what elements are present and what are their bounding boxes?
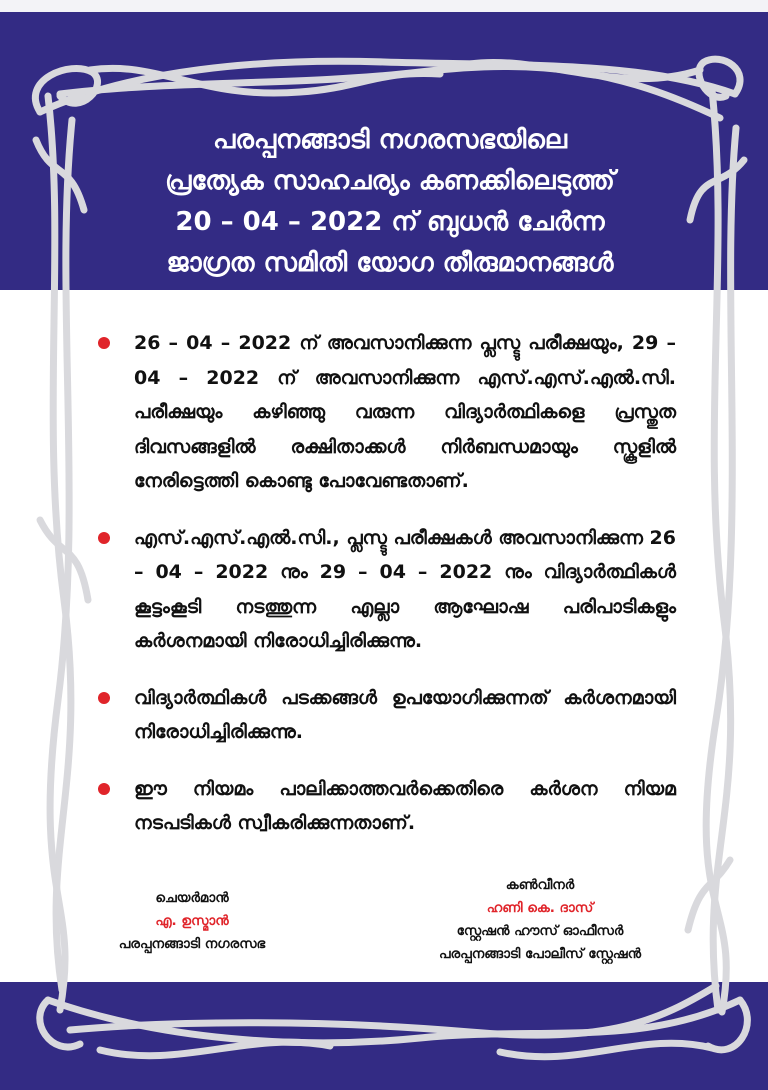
red-dot-icon: [98, 532, 110, 544]
title-line-1: പരപ്പനങ്ങാടി നഗരസഭയിലെ: [212, 125, 568, 155]
chairman-role: ചെയർമാൻ: [155, 890, 229, 906]
notice-title: [90, 120, 690, 284]
decision-list: [96, 326, 676, 863]
title-line-3: 20 – 04 – 2022 ന് ബുധൻ ചേർന്ന: [175, 207, 605, 237]
chairman-office: പരപ്പനങ്ങാടി നഗരസഭ: [118, 936, 266, 952]
red-dot-icon: [98, 783, 110, 795]
red-dot-icon: [98, 692, 110, 704]
decision-item: [96, 681, 676, 750]
red-dot-icon: [98, 337, 110, 349]
convener-designation: സ്റ്റേഷൻ ഹൗസ് ഓഫീസർ: [456, 923, 624, 939]
chairman-signatory: [92, 887, 292, 956]
footer-band: [0, 982, 768, 1090]
decision-item: [96, 326, 676, 499]
title-line-2: പ്രത്യേക സാഹചര്യം കണക്കിലെടുത്ത്: [165, 166, 615, 196]
decision-text: ഈ നിയമം പാലിക്കാത്തവർക്കെതിരെ കർശന നിയമ നടപടികൾ സ്വീകരിക്കുന്നതാണ്.: [134, 777, 676, 834]
title-line-4: ജാഗ്രത സമിതി യോഗ തീരുമാനങ്ങൾ: [166, 248, 614, 278]
convener-signatory: [410, 874, 670, 966]
decision-text: വിദ്യാർത്ഥികൾ പടക്കങ്ങൾ ഉപയോഗിക്കുന്നത് കർശനമായി നിരോധിച്ചിരിക്കുന്നു.: [134, 686, 676, 743]
top-strip: [0, 0, 768, 12]
convener-name: ഹണി കെ. ദാസ്: [486, 900, 594, 916]
convener-role: കൺവീനർ: [505, 877, 575, 893]
decision-item: [96, 772, 676, 841]
decision-text: എസ്.എസ്.എൽ.സി., പ്ലസ്ടു പരീക്ഷകൾ അവസാനിക്കുന്ന 26 – 04 – 2022 നും 29 – 04 – 2022 നും വിദ്യാർത്ഥികൾ കൂട്ടംകൂടി നടത്തുന്ന എല്ലാ ആഘോഷ പരിപാടികളും കർശനമായി നിരോധിച്ചിരിക്കുന്നു.: [134, 526, 676, 652]
chairman-name: എ. ഉസ്മാൻ: [155, 913, 229, 929]
decision-item: [96, 521, 676, 659]
decision-text: 26 – 04 – 2022 ന് അവസാനിക്കുന്ന പ്ലസ്ടു പരീക്ഷയും, 29 – 04 – 2022 ന് അവസാനിക്കുന്ന എസ്.എസ്.എൽ.സി. പരീക്ഷയും കഴിഞ്ഞു വരുന്ന വിദ്യാർത്ഥികളെ പ്രസ്തുത ദിവസങ്ങളിൽ രക്ഷിതാക്കൾ നിർബന്ധമായും സ്കൂളിൽ നേരിട്ടെത്തി കൊണ്ടു പോവേണ്ടതാണ്.: [134, 332, 676, 492]
convener-office: പരപ്പനങ്ങാടി പോലീസ് സ്റ്റേഷൻ: [438, 946, 642, 962]
